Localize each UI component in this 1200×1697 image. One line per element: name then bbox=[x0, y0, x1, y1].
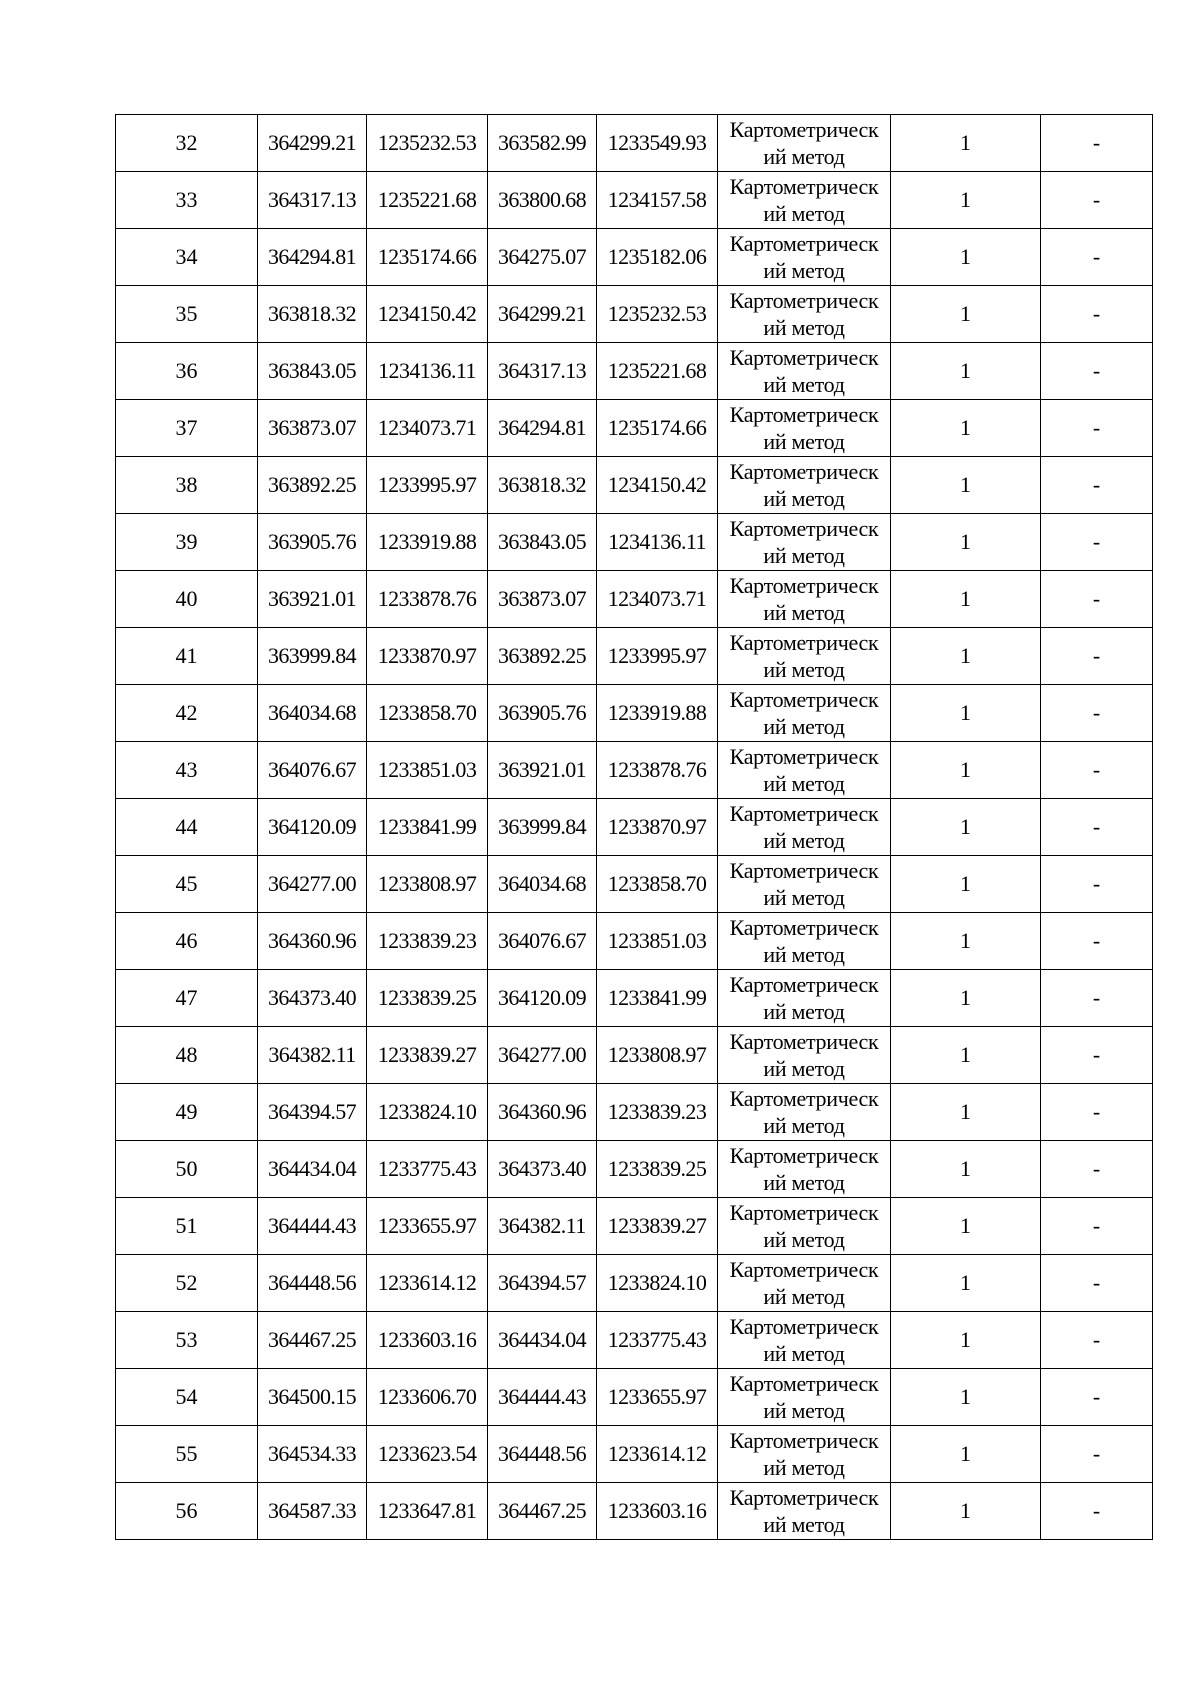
y2-coordinate-cell: 1234073.71 bbox=[597, 571, 718, 628]
x2-coordinate-cell: 363843.05 bbox=[488, 514, 597, 571]
table-row bbox=[116, 628, 1153, 685]
point-number-cell: 53 bbox=[116, 1312, 258, 1369]
y1-coordinate-cell: 1233824.10 bbox=[367, 1084, 488, 1141]
y2-coordinate-cell: 1233603.16 bbox=[597, 1483, 718, 1540]
x2-coordinate-cell: 363892.25 bbox=[488, 628, 597, 685]
method-cell bbox=[718, 514, 891, 571]
y1-coordinate-cell: 1235174.66 bbox=[367, 229, 488, 286]
method-line-2: ий метод bbox=[763, 999, 845, 1024]
x1-coordinate-cell: 363905.76 bbox=[258, 514, 367, 571]
accuracy-cell: 1 bbox=[891, 685, 1041, 742]
y2-coordinate-cell: 1233919.88 bbox=[597, 685, 718, 742]
y2-coordinate-cell: 1233995.97 bbox=[597, 628, 718, 685]
x2-coordinate-cell: 364467.25 bbox=[488, 1483, 597, 1540]
x1-coordinate-cell: 363818.32 bbox=[258, 286, 367, 343]
method-line-1: Картометрическ bbox=[729, 288, 879, 313]
x2-coordinate-cell: 363873.07 bbox=[488, 571, 597, 628]
accuracy-cell: 1 bbox=[891, 115, 1041, 172]
method-line-1: Картометрическ bbox=[729, 459, 879, 484]
method-cell bbox=[718, 1426, 891, 1483]
table-row bbox=[116, 799, 1153, 856]
note-cell: - bbox=[1041, 571, 1153, 628]
y1-coordinate-cell: 1233623.54 bbox=[367, 1426, 488, 1483]
note-cell: - bbox=[1041, 457, 1153, 514]
y1-coordinate-cell: 1233647.81 bbox=[367, 1483, 488, 1540]
x2-coordinate-cell: 364317.13 bbox=[488, 343, 597, 400]
point-number-cell: 54 bbox=[116, 1369, 258, 1426]
y2-coordinate-cell: 1235182.06 bbox=[597, 229, 718, 286]
method-line-2: ий метод bbox=[763, 600, 845, 625]
accuracy-cell: 1 bbox=[891, 799, 1041, 856]
method-line-1: Картометрическ bbox=[729, 117, 879, 142]
note-cell: - bbox=[1041, 913, 1153, 970]
x1-coordinate-cell: 363843.05 bbox=[258, 343, 367, 400]
x1-coordinate-cell: 364434.04 bbox=[258, 1141, 367, 1198]
y2-coordinate-cell: 1234157.58 bbox=[597, 172, 718, 229]
method-line-2: ий метод bbox=[763, 1227, 845, 1252]
method-line-1: Картометрическ bbox=[729, 1314, 879, 1339]
method-line-2: ий метод bbox=[763, 1512, 845, 1537]
method-line-2: ий метод bbox=[763, 1398, 845, 1423]
x2-coordinate-cell: 364434.04 bbox=[488, 1312, 597, 1369]
method-cell bbox=[718, 742, 891, 799]
x1-coordinate-cell: 364299.21 bbox=[258, 115, 367, 172]
method-cell bbox=[718, 970, 891, 1027]
accuracy-cell: 1 bbox=[891, 457, 1041, 514]
table-row bbox=[116, 856, 1153, 913]
y2-coordinate-cell: 1233655.97 bbox=[597, 1369, 718, 1426]
note-cell: - bbox=[1041, 1426, 1153, 1483]
y1-coordinate-cell: 1233606.70 bbox=[367, 1369, 488, 1426]
x1-coordinate-cell: 364373.40 bbox=[258, 970, 367, 1027]
method-line-2: ий метод bbox=[763, 714, 845, 739]
y2-coordinate-cell: 1233839.23 bbox=[597, 1084, 718, 1141]
accuracy-cell: 1 bbox=[891, 1027, 1041, 1084]
x2-coordinate-cell: 364394.57 bbox=[488, 1255, 597, 1312]
x1-coordinate-cell: 364444.43 bbox=[258, 1198, 367, 1255]
note-cell: - bbox=[1041, 685, 1153, 742]
y2-coordinate-cell: 1233841.99 bbox=[597, 970, 718, 1027]
x1-coordinate-cell: 363892.25 bbox=[258, 457, 367, 514]
table-row bbox=[116, 1255, 1153, 1312]
accuracy-cell: 1 bbox=[891, 571, 1041, 628]
method-cell bbox=[718, 685, 891, 742]
method-line-2: ий метод bbox=[763, 1170, 845, 1195]
x1-coordinate-cell: 364034.68 bbox=[258, 685, 367, 742]
x1-coordinate-cell: 364587.33 bbox=[258, 1483, 367, 1540]
accuracy-cell: 1 bbox=[891, 628, 1041, 685]
table-row bbox=[116, 1483, 1153, 1540]
point-number-cell: 45 bbox=[116, 856, 258, 913]
method-cell bbox=[718, 1141, 891, 1198]
method-cell bbox=[718, 343, 891, 400]
x2-coordinate-cell: 363818.32 bbox=[488, 457, 597, 514]
note-cell: - bbox=[1041, 1312, 1153, 1369]
method-line-1: Картометрическ bbox=[729, 1257, 879, 1282]
x2-coordinate-cell: 363800.68 bbox=[488, 172, 597, 229]
y2-coordinate-cell: 1233775.43 bbox=[597, 1312, 718, 1369]
method-cell bbox=[718, 286, 891, 343]
method-cell bbox=[718, 1198, 891, 1255]
accuracy-cell: 1 bbox=[891, 1084, 1041, 1141]
y2-coordinate-cell: 1233870.97 bbox=[597, 799, 718, 856]
accuracy-cell: 1 bbox=[891, 400, 1041, 457]
x2-coordinate-cell: 364360.96 bbox=[488, 1084, 597, 1141]
x2-coordinate-cell: 364275.07 bbox=[488, 229, 597, 286]
x2-coordinate-cell: 364382.11 bbox=[488, 1198, 597, 1255]
table-row bbox=[116, 400, 1153, 457]
method-line-1: Картометрическ bbox=[729, 915, 879, 940]
y1-coordinate-cell: 1233858.70 bbox=[367, 685, 488, 742]
table-row bbox=[116, 1369, 1153, 1426]
point-number-cell: 51 bbox=[116, 1198, 258, 1255]
x2-coordinate-cell: 363582.99 bbox=[488, 115, 597, 172]
point-number-cell: 43 bbox=[116, 742, 258, 799]
method-cell bbox=[718, 1255, 891, 1312]
y1-coordinate-cell: 1233851.03 bbox=[367, 742, 488, 799]
x2-coordinate-cell: 364373.40 bbox=[488, 1141, 597, 1198]
method-line-1: Картометрическ bbox=[729, 858, 879, 883]
note-cell: - bbox=[1041, 1483, 1153, 1540]
x2-coordinate-cell: 364076.67 bbox=[488, 913, 597, 970]
point-number-cell: 39 bbox=[116, 514, 258, 571]
note-cell: - bbox=[1041, 229, 1153, 286]
method-line-1: Картометрическ bbox=[729, 516, 879, 541]
method-line-2: ий метод bbox=[763, 1113, 845, 1138]
note-cell: - bbox=[1041, 1198, 1153, 1255]
x1-coordinate-cell: 364394.57 bbox=[258, 1084, 367, 1141]
table-row bbox=[116, 457, 1153, 514]
point-number-cell: 44 bbox=[116, 799, 258, 856]
table-row bbox=[116, 1198, 1153, 1255]
table-row bbox=[116, 685, 1153, 742]
method-cell bbox=[718, 1369, 891, 1426]
note-cell: - bbox=[1041, 343, 1153, 400]
method-line-1: Картометрическ bbox=[729, 1200, 879, 1225]
method-cell bbox=[718, 115, 891, 172]
note-cell: - bbox=[1041, 856, 1153, 913]
method-cell bbox=[718, 457, 891, 514]
method-cell bbox=[718, 913, 891, 970]
y1-coordinate-cell: 1233775.43 bbox=[367, 1141, 488, 1198]
x1-coordinate-cell: 364120.09 bbox=[258, 799, 367, 856]
method-line-2: ий метод bbox=[763, 429, 845, 454]
x2-coordinate-cell: 364294.81 bbox=[488, 400, 597, 457]
y1-coordinate-cell: 1233603.16 bbox=[367, 1312, 488, 1369]
accuracy-cell: 1 bbox=[891, 970, 1041, 1027]
method-line-2: ий метод bbox=[763, 942, 845, 967]
y2-coordinate-cell: 1234150.42 bbox=[597, 457, 718, 514]
method-line-2: ий метод bbox=[763, 771, 845, 796]
x1-coordinate-cell: 364076.67 bbox=[258, 742, 367, 799]
point-number-cell: 41 bbox=[116, 628, 258, 685]
x1-coordinate-cell: 364448.56 bbox=[258, 1255, 367, 1312]
x2-coordinate-cell: 363905.76 bbox=[488, 685, 597, 742]
y2-coordinate-cell: 1235221.68 bbox=[597, 343, 718, 400]
x1-coordinate-cell: 364382.11 bbox=[258, 1027, 367, 1084]
table-row bbox=[116, 970, 1153, 1027]
note-cell: - bbox=[1041, 1369, 1153, 1426]
x1-coordinate-cell: 363921.01 bbox=[258, 571, 367, 628]
y1-coordinate-cell: 1235232.53 bbox=[367, 115, 488, 172]
x1-coordinate-cell: 364500.15 bbox=[258, 1369, 367, 1426]
y2-coordinate-cell: 1233549.93 bbox=[597, 115, 718, 172]
method-line-2: ий метод bbox=[763, 201, 845, 226]
method-line-1: Картометрическ bbox=[729, 1029, 879, 1054]
table-row bbox=[116, 913, 1153, 970]
method-line-1: Картометрическ bbox=[729, 1371, 879, 1396]
accuracy-cell: 1 bbox=[891, 229, 1041, 286]
y1-coordinate-cell: 1233839.25 bbox=[367, 970, 488, 1027]
method-line-2: ий метод bbox=[763, 486, 845, 511]
accuracy-cell: 1 bbox=[891, 913, 1041, 970]
y2-coordinate-cell: 1234136.11 bbox=[597, 514, 718, 571]
x1-coordinate-cell: 364317.13 bbox=[258, 172, 367, 229]
table-row bbox=[116, 286, 1153, 343]
method-cell bbox=[718, 1312, 891, 1369]
method-line-1: Картометрическ bbox=[729, 174, 879, 199]
method-cell bbox=[718, 856, 891, 913]
accuracy-cell: 1 bbox=[891, 286, 1041, 343]
y2-coordinate-cell: 1233839.27 bbox=[597, 1198, 718, 1255]
point-number-cell: 33 bbox=[116, 172, 258, 229]
method-line-1: Картометрическ bbox=[729, 801, 879, 826]
method-line-2: ий метод bbox=[763, 885, 845, 910]
method-line-1: Картометрическ bbox=[729, 345, 879, 370]
note-cell: - bbox=[1041, 286, 1153, 343]
point-number-cell: 50 bbox=[116, 1141, 258, 1198]
method-line-2: ий метод bbox=[763, 1056, 845, 1081]
y2-coordinate-cell: 1235174.66 bbox=[597, 400, 718, 457]
x2-coordinate-cell: 363999.84 bbox=[488, 799, 597, 856]
method-line-1: Картометрическ bbox=[729, 573, 879, 598]
method-line-2: ий метод bbox=[763, 315, 845, 340]
point-number-cell: 56 bbox=[116, 1483, 258, 1540]
y2-coordinate-cell: 1233824.10 bbox=[597, 1255, 718, 1312]
point-number-cell: 32 bbox=[116, 115, 258, 172]
y2-coordinate-cell: 1233839.25 bbox=[597, 1141, 718, 1198]
x1-coordinate-cell: 364277.00 bbox=[258, 856, 367, 913]
y1-coordinate-cell: 1233839.27 bbox=[367, 1027, 488, 1084]
method-line-2: ий метод bbox=[763, 372, 845, 397]
method-line-1: Картометрическ bbox=[729, 687, 879, 712]
accuracy-cell: 1 bbox=[891, 856, 1041, 913]
method-line-1: Картометрическ bbox=[729, 1485, 879, 1510]
method-line-1: Картометрическ bbox=[729, 630, 879, 655]
point-number-cell: 36 bbox=[116, 343, 258, 400]
accuracy-cell: 1 bbox=[891, 1312, 1041, 1369]
x1-coordinate-cell: 363999.84 bbox=[258, 628, 367, 685]
y1-coordinate-cell: 1233808.97 bbox=[367, 856, 488, 913]
note-cell: - bbox=[1041, 1084, 1153, 1141]
y2-coordinate-cell: 1233878.76 bbox=[597, 742, 718, 799]
method-line-2: ий метод bbox=[763, 543, 845, 568]
accuracy-cell: 1 bbox=[891, 1198, 1041, 1255]
point-number-cell: 46 bbox=[116, 913, 258, 970]
method-line-2: ий метод bbox=[763, 144, 845, 169]
note-cell: - bbox=[1041, 628, 1153, 685]
note-cell: - bbox=[1041, 970, 1153, 1027]
method-cell bbox=[718, 172, 891, 229]
point-number-cell: 40 bbox=[116, 571, 258, 628]
method-cell bbox=[718, 799, 891, 856]
accuracy-cell: 1 bbox=[891, 1255, 1041, 1312]
accuracy-cell: 1 bbox=[891, 1141, 1041, 1198]
x1-coordinate-cell: 364534.33 bbox=[258, 1426, 367, 1483]
table-row bbox=[116, 229, 1153, 286]
y1-coordinate-cell: 1234073.71 bbox=[367, 400, 488, 457]
y1-coordinate-cell: 1233841.99 bbox=[367, 799, 488, 856]
point-number-cell: 35 bbox=[116, 286, 258, 343]
method-cell bbox=[718, 1084, 891, 1141]
method-cell bbox=[718, 400, 891, 457]
y1-coordinate-cell: 1233919.88 bbox=[367, 514, 488, 571]
y1-coordinate-cell: 1234136.11 bbox=[367, 343, 488, 400]
method-line-2: ий метод bbox=[763, 828, 845, 853]
accuracy-cell: 1 bbox=[891, 514, 1041, 571]
note-cell: - bbox=[1041, 799, 1153, 856]
method-cell bbox=[718, 571, 891, 628]
y1-coordinate-cell: 1233878.76 bbox=[367, 571, 488, 628]
table-body bbox=[116, 115, 1153, 1540]
x2-coordinate-cell: 364444.43 bbox=[488, 1369, 597, 1426]
note-cell: - bbox=[1041, 1141, 1153, 1198]
point-number-cell: 37 bbox=[116, 400, 258, 457]
x2-coordinate-cell: 364299.21 bbox=[488, 286, 597, 343]
table-row bbox=[116, 1084, 1153, 1141]
x1-coordinate-cell: 363873.07 bbox=[258, 400, 367, 457]
point-number-cell: 34 bbox=[116, 229, 258, 286]
point-number-cell: 42 bbox=[116, 685, 258, 742]
y1-coordinate-cell: 1235221.68 bbox=[367, 172, 488, 229]
method-line-1: Картометрическ bbox=[729, 1086, 879, 1111]
method-line-1: Картометрическ bbox=[729, 231, 879, 256]
method-line-2: ий метод bbox=[763, 1455, 845, 1480]
method-line-1: Картометрическ bbox=[729, 744, 879, 769]
method-line-1: Картометрическ bbox=[729, 1143, 879, 1168]
accuracy-cell: 1 bbox=[891, 1369, 1041, 1426]
table-row bbox=[116, 115, 1153, 172]
note-cell: - bbox=[1041, 742, 1153, 799]
table-row bbox=[116, 172, 1153, 229]
table-row bbox=[116, 571, 1153, 628]
x1-coordinate-cell: 364294.81 bbox=[258, 229, 367, 286]
accuracy-cell: 1 bbox=[891, 172, 1041, 229]
y1-coordinate-cell: 1233839.23 bbox=[367, 913, 488, 970]
method-line-1: Картометрическ bbox=[729, 402, 879, 427]
point-number-cell: 47 bbox=[116, 970, 258, 1027]
point-number-cell: 55 bbox=[116, 1426, 258, 1483]
method-line-1: Картометрическ bbox=[729, 1428, 879, 1453]
point-number-cell: 38 bbox=[116, 457, 258, 514]
x2-coordinate-cell: 364448.56 bbox=[488, 1426, 597, 1483]
note-cell: - bbox=[1041, 1027, 1153, 1084]
y1-coordinate-cell: 1233655.97 bbox=[367, 1198, 488, 1255]
accuracy-cell: 1 bbox=[891, 742, 1041, 799]
accuracy-cell: 1 bbox=[891, 1483, 1041, 1540]
y1-coordinate-cell: 1233995.97 bbox=[367, 457, 488, 514]
table-row bbox=[116, 514, 1153, 571]
x2-coordinate-cell: 363921.01 bbox=[488, 742, 597, 799]
table-row bbox=[116, 742, 1153, 799]
accuracy-cell: 1 bbox=[891, 1426, 1041, 1483]
note-cell: - bbox=[1041, 172, 1153, 229]
method-line-2: ий метод bbox=[763, 258, 845, 283]
note-cell: - bbox=[1041, 514, 1153, 571]
coordinates-table bbox=[115, 114, 1153, 1540]
table-row bbox=[116, 1312, 1153, 1369]
x2-coordinate-cell: 364120.09 bbox=[488, 970, 597, 1027]
method-line-2: ий метод bbox=[763, 1341, 845, 1366]
method-cell bbox=[718, 628, 891, 685]
x2-coordinate-cell: 364034.68 bbox=[488, 856, 597, 913]
method-cell bbox=[718, 1027, 891, 1084]
method-cell bbox=[718, 1483, 891, 1540]
point-number-cell: 49 bbox=[116, 1084, 258, 1141]
point-number-cell: 52 bbox=[116, 1255, 258, 1312]
method-line-1: Картометрическ bbox=[729, 972, 879, 997]
note-cell: - bbox=[1041, 1255, 1153, 1312]
y1-coordinate-cell: 1234150.42 bbox=[367, 286, 488, 343]
y2-coordinate-cell: 1233851.03 bbox=[597, 913, 718, 970]
method-line-2: ий метод bbox=[763, 1284, 845, 1309]
table-row bbox=[116, 1141, 1153, 1198]
note-cell: - bbox=[1041, 400, 1153, 457]
x1-coordinate-cell: 364360.96 bbox=[258, 913, 367, 970]
y1-coordinate-cell: 1233870.97 bbox=[367, 628, 488, 685]
table-row bbox=[116, 343, 1153, 400]
x1-coordinate-cell: 364467.25 bbox=[258, 1312, 367, 1369]
point-number-cell: 48 bbox=[116, 1027, 258, 1084]
method-cell bbox=[718, 229, 891, 286]
accuracy-cell: 1 bbox=[891, 343, 1041, 400]
table-row bbox=[116, 1426, 1153, 1483]
x2-coordinate-cell: 364277.00 bbox=[488, 1027, 597, 1084]
table-row bbox=[116, 1027, 1153, 1084]
y1-coordinate-cell: 1233614.12 bbox=[367, 1255, 488, 1312]
y2-coordinate-cell: 1233614.12 bbox=[597, 1426, 718, 1483]
y2-coordinate-cell: 1235232.53 bbox=[597, 286, 718, 343]
y2-coordinate-cell: 1233858.70 bbox=[597, 856, 718, 913]
method-line-2: ий метод bbox=[763, 657, 845, 682]
note-cell: - bbox=[1041, 115, 1153, 172]
y2-coordinate-cell: 1233808.97 bbox=[597, 1027, 718, 1084]
